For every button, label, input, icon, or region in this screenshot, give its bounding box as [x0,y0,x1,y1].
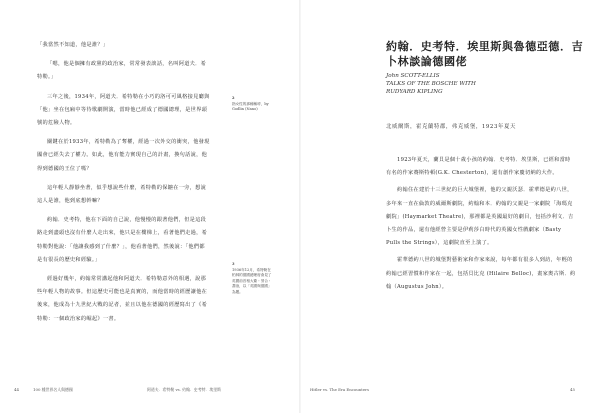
sidenote-text: 1936年12月，希特勒在柏林的德國總理府會見了英國前首相大衛・勞合・喬治，以「英國與德國」為題。 [232,267,272,294]
chapter-title: 約翰．史考特．埃里斯與魯德亞德．吉卜林談論德國佬 [386,40,584,68]
chapter-location-date: 北威爾斯，霍克蘭特郡，弗克威堡，1923年夏天 [386,124,516,130]
sidenote-text: 指女性的那種稱呼，by Godlin (Nano) [232,101,269,112]
chapter-english-subtitle [386,72,536,96]
sidenote-2 [232,96,272,113]
paragraph: 「嗯，他是個擁有政黨的政治家，常常發表談話，名叫阿道夫．希特勒。」 [37,61,207,81]
subtitle-line: John SCOTT-ELLIS [386,73,440,79]
paragraph: 1923年夏天，蘭貝是個十歲小孩的約翰．史考特．埃里斯，已經和當時有名的作家賽斯特頓(G.K. Chesterton)，還有創作家慶切納的大作。 [386,157,571,177]
sidenote-number: 2 [232,96,235,100]
running-book-title: 100 種世界名人與德國 [33,387,73,392]
page-number: 44 [14,387,19,392]
sidenote-number: 3 [232,262,235,266]
paragraph: 這年輕人靜靜坐著，似乎想說些什麼，希特勒的保鑣在一旁，想說這人是誰，他到底想幹嘛？ [37,184,207,205]
sidenote-3 [232,262,272,296]
subtitle-line: RUDYARD KIPLING [386,89,443,95]
paragraph: 關鍵在於1933年，希特勒為了奪權，經過一次外交的衝突，他發現國會已經失去了權力。如此，他有能力實現自己的計畫，換句話說，他得到德國的王位了嗎？ [37,139,210,172]
left-body-text [37,39,210,332]
paragraph: 三年之後，1934年，阿道夫．希特勒在小巧的洛可可風格接見廳與「他」坐在包廂中等待歌劇開演，當時他已經成了德國總理，是世界頭號的危險人物。 [37,93,210,127]
right-page [300,0,600,413]
page-number: 45 [570,387,575,392]
running-book-title: Hitler vs. The Era Encounters [310,387,370,392]
paragraph: 約翰．史考特，他在下面的自己說，他慢慢的跟著他們，但是這段路走到盡頭也沒有什麼人走出來，他只是在樓梯上，看著他們走過，希特勒對他說：「他讓我感到了什麼？」，他看著他們，然後說：「他們都是有很長的歷史和經驗。」 [37,217,208,263]
subtitle-line: TALKS OF THE BOSCHE WITH [386,81,476,87]
paragraph: 約翰住在建於十三世紀的巨大城堡裡，他的父親沃瑟．霍華德是約八世，多年來一直在倫敦的威爾斯劇院，約翰和本．約翰的父親是一家劇院「海瑪克劇院」(Haymarket Theatre)，那裡都是英國最好的劇目，包括沙利文．吉卜生的作品，還有他經營主要是伊莉莎白時代的英國女性戲劇家（Basty Pulls the Strings），這劇院直至上演了。 [386,187,574,247]
paragraph: 「我當然不知道，他是誰？」 [37,42,109,48]
right-body-text [386,154,576,298]
paragraph: 經過好幾年，約翰常常講起他和阿道夫．希特勒意外的相遇，說那些年輕人物的故事。但這歷史可能也是真實的，而他當時的經歷讓他在後來，他成為十九世紀大戰的記者，並且以他在德國的經歷寫出了《希特勒：一個政治家的崛起》一書。 [37,276,208,322]
paragraph: 霍華德約八世的城堡對藝術家和作家來說，每年都有很多人到訪，年輕的約翰已經習慣和作家在一起，包括貝比克 (Hilaire Belloc)，畫家奧古斯．約翰（Augustus John）。 [386,257,576,290]
running-chapter-title: 阿道夫．希特勒 vs. 約翰．史考特．埃里斯 [147,387,222,392]
